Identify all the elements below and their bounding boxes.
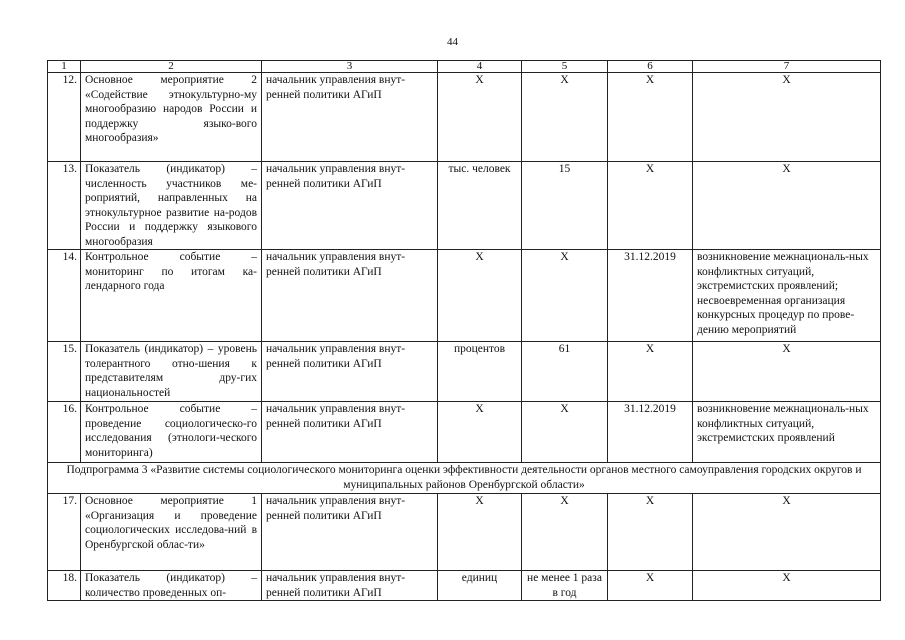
risk: Х [693, 342, 881, 402]
row-number: 18. [48, 571, 81, 601]
column-header: 2 [81, 61, 262, 73]
risk: Х [693, 73, 881, 162]
event-name: Контрольное событие – проведение социологическо-го исследования (этнологи-ческого мониторинга) [81, 402, 262, 463]
unit: тыс. человек [438, 162, 522, 250]
responsible: начальник управления внут-ренней политики АГиП [262, 73, 438, 162]
event-name: Показатель (индикатор) – уровень толерантного отно-шения к представителям дру-гих национальностей [81, 342, 262, 402]
date: Х [608, 571, 693, 601]
risk: Х [693, 162, 881, 250]
unit: Х [438, 402, 522, 463]
events-table [47, 60, 881, 601]
subprogram-title: Подпрограмма 3 «Развитие системы социологического мониторинга оценки эффективности деятельности органов местного самоуправления городских округов и муниципальных районов Оренбургской области» [48, 463, 881, 494]
unit: Х [438, 494, 522, 571]
table-row [48, 73, 881, 162]
date: Х [608, 494, 693, 571]
risk: возникновение межнациональ-ных конфликтных ситуаций, экстремистских проявлений; несвоевременная организация конкурсных процедур по прове-дению мероприятий [693, 250, 881, 342]
event-name: Контрольное событие – мониторинг по итогам ка-лендарного года [81, 250, 262, 342]
row-number: 13. [48, 162, 81, 250]
column-header: 4 [438, 61, 522, 73]
unit: Х [438, 250, 522, 342]
column-header: 6 [608, 61, 693, 73]
value: Х [522, 73, 608, 162]
event-name: Основное мероприятие 2 «Содействие этнокультурно-му многообразию народов России и поддержку языко-вого многообразия» [81, 73, 262, 162]
risk: Х [693, 571, 881, 601]
column-header: 7 [693, 61, 881, 73]
row-number: 15. [48, 342, 81, 402]
table-row [48, 162, 881, 250]
responsible: начальник управления внут-ренней политики АГиП [262, 571, 438, 601]
unit: процентов [438, 342, 522, 402]
row-number: 14. [48, 250, 81, 342]
column-header: 5 [522, 61, 608, 73]
event-name: Показатель (индикатор) – количество проведенных оп- [81, 571, 262, 601]
row-number: 16. [48, 402, 81, 463]
value: 15 [522, 162, 608, 250]
responsible: начальник управления внут-ренней политики АГиП [262, 494, 438, 571]
value: 61 [522, 342, 608, 402]
responsible: начальник управления внут-ренней политики АГиП [262, 250, 438, 342]
table-row [48, 342, 881, 402]
risk: Х [693, 494, 881, 571]
value: Х [522, 402, 608, 463]
date: Х [608, 342, 693, 402]
event-name: Показатель (индикатор) – численность участников ме-роприятий, направленных на этнокультурное развитие на-родов России и поддержку языкового многообразия [81, 162, 262, 250]
risk: возникновение межнациональ-ных конфликтных ситуаций, экстремистских проявлений [693, 402, 881, 463]
table-row [48, 402, 881, 463]
row-number: 17. [48, 494, 81, 571]
responsible: начальник управления внут-ренней политики АГиП [262, 342, 438, 402]
responsible: начальник управления внут-ренней политики АГиП [262, 402, 438, 463]
table-row [48, 571, 881, 601]
unit: единиц [438, 571, 522, 601]
responsible: начальник управления внут-ренней политики АГиП [262, 162, 438, 250]
value: не менее 1 раза в год [522, 571, 608, 601]
date: 31.12.2019 [608, 250, 693, 342]
date: Х [608, 73, 693, 162]
column-header: 3 [262, 61, 438, 73]
column-header: 1 [48, 61, 81, 73]
event-name: Основное мероприятие 1 «Организация и проведение социологических исследова-ний в Оренбургской облас-ти» [81, 494, 262, 571]
date: Х [608, 162, 693, 250]
table-row [48, 494, 881, 571]
unit: Х [438, 73, 522, 162]
value: Х [522, 250, 608, 342]
date: 31.12.2019 [608, 402, 693, 463]
page-number: 44 [447, 36, 458, 48]
header-row [48, 61, 881, 73]
row-number: 12. [48, 73, 81, 162]
subprogram-row [48, 463, 881, 494]
value: Х [522, 494, 608, 571]
table-row [48, 250, 881, 342]
